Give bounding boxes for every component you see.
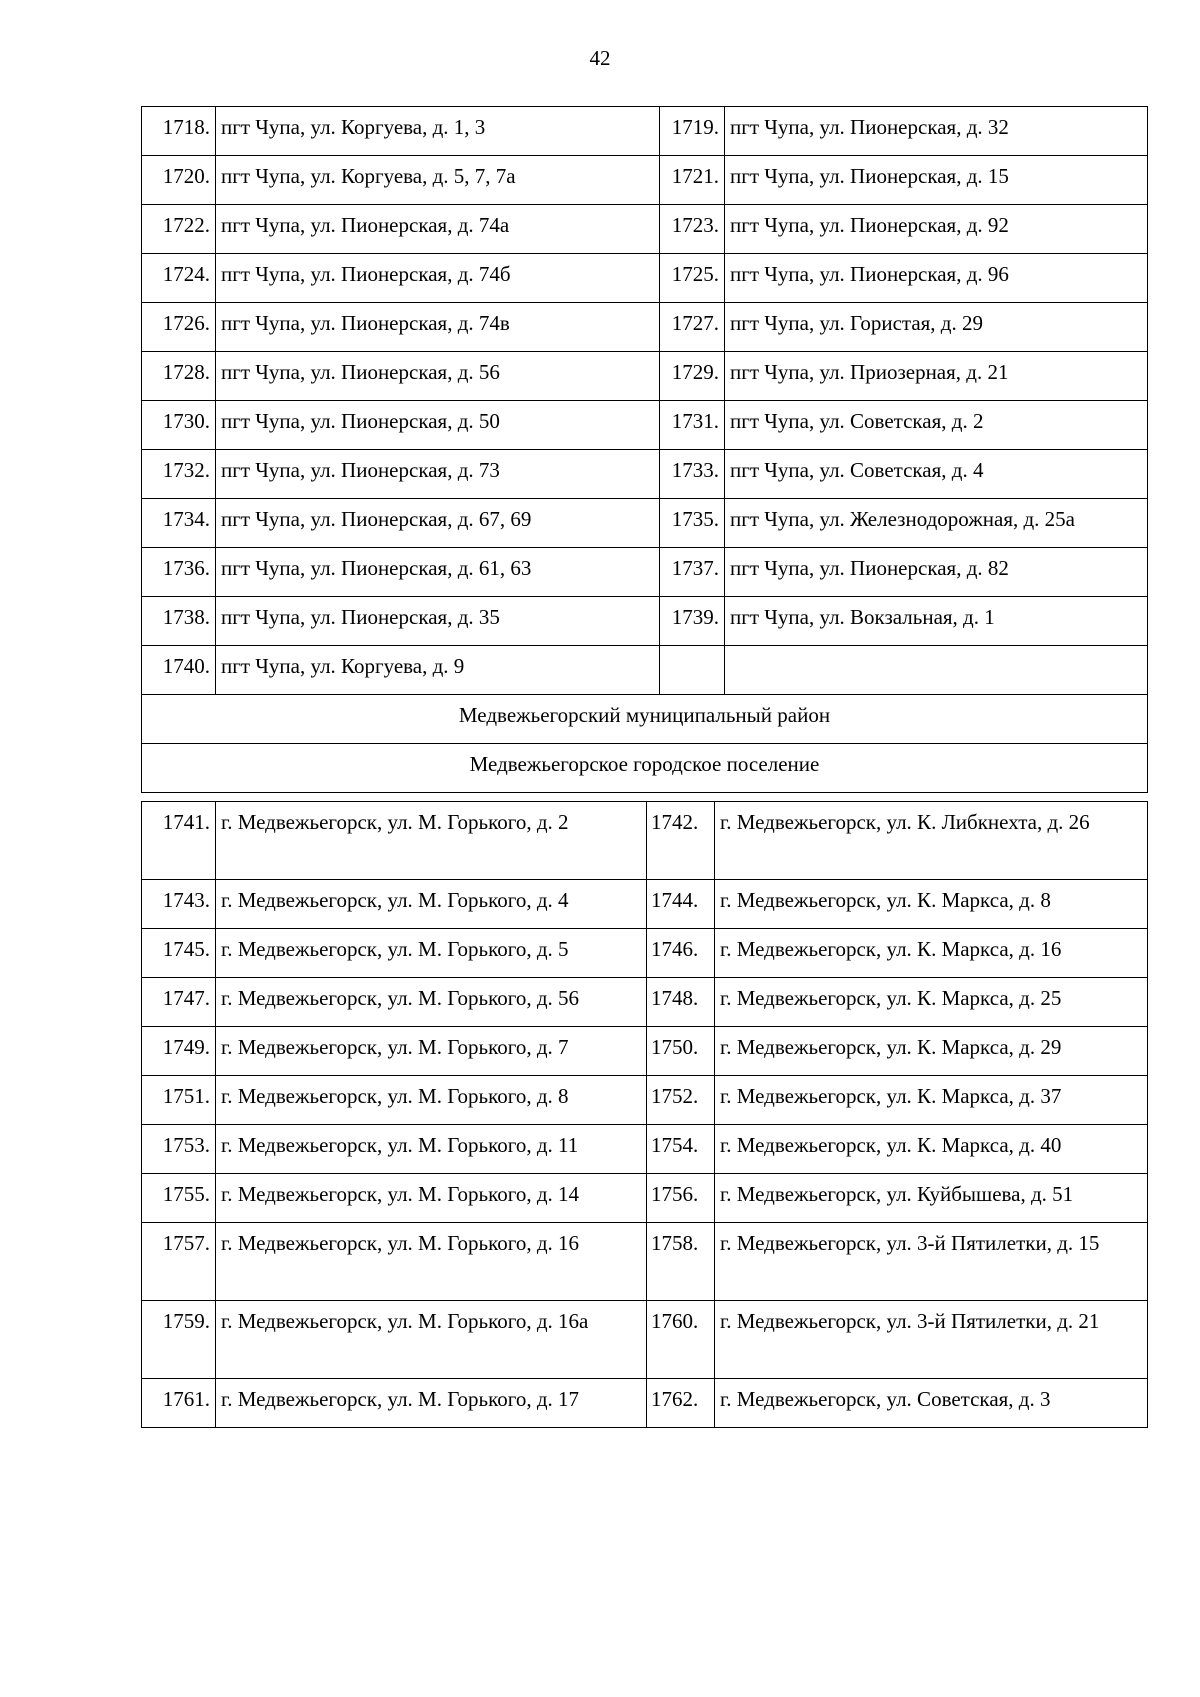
entry-number: 1731. (660, 401, 725, 450)
entry-number: 1727. (660, 303, 725, 352)
entry-number: 1732. (142, 450, 216, 499)
entry-number: 1737. (660, 548, 725, 597)
entry-address: г. Медвежьегорск, ул. К. Маркса, д. 16 (715, 929, 1148, 978)
entry-address: пгт Чупа, ул. Пионерская, д. 32 (725, 107, 1148, 156)
table-row (142, 205, 1148, 254)
table-row (142, 254, 1148, 303)
entry-number: 1757. (142, 1223, 216, 1301)
entry-number: 1756. (647, 1174, 715, 1223)
table-row (142, 1076, 1148, 1125)
entry-address: пгт Чупа, ул. Пионерская, д. 74б (216, 254, 660, 303)
entry-address: г. Медвежьегорск, ул. К. Маркса, д. 40 (715, 1125, 1148, 1174)
table-row (142, 1301, 1148, 1379)
entry-address: пгт Чупа, ул. Железнодорожная, д. 25а (725, 499, 1148, 548)
entry-number: 1721. (660, 156, 725, 205)
table-row (142, 352, 1148, 401)
entry-address: пгт Чупа, ул. Пионерская, д. 96 (725, 254, 1148, 303)
entry-address: г. Медвежьегорск, ул. М. Горького, д. 11 (216, 1125, 647, 1174)
entry-address: пгт Чупа, ул. Пионерская, д. 56 (216, 352, 660, 401)
entry-address: пгт Чупа, ул. Гористая, д. 29 (725, 303, 1148, 352)
entry-address: г. Медвежьегорск, ул. М. Горького, д. 16а (216, 1301, 647, 1379)
entry-address: пгт Чупа, ул. Пионерская, д. 67, 69 (216, 499, 660, 548)
entry-address: пгт Чупа, ул. Пионерская, д. 73 (216, 450, 660, 499)
entry-address: пгт Чупа, ул. Пионерская, д. 35 (216, 597, 660, 646)
entry-number: 1752. (647, 1076, 715, 1125)
table-row (142, 1223, 1148, 1301)
entry-number: 1739. (660, 597, 725, 646)
table-row (142, 156, 1148, 205)
entry-address: г. Медвежьегорск, ул. 3-й Пятилетки, д. 21 (715, 1301, 1148, 1379)
table-row (142, 1125, 1148, 1174)
district-heading-row (142, 695, 1148, 744)
entry-address: пгт Чупа, ул. Приозерная, д. 21 (725, 352, 1148, 401)
table-row (142, 107, 1148, 156)
addresses-table-lower (141, 801, 1148, 1428)
entry-number: 1738. (142, 597, 216, 646)
settlement-heading-row (142, 744, 1148, 793)
entry-number (660, 646, 725, 695)
entry-number: 1734. (142, 499, 216, 548)
entry-address: пгт Чупа, ул. Пионерская, д. 74а (216, 205, 660, 254)
entry-number: 1720. (142, 156, 216, 205)
entry-number: 1736. (142, 548, 216, 597)
entry-address: г. Медвежьегорск, ул. М. Горького, д. 8 (216, 1076, 647, 1125)
entry-address: г. Медвежьегорск, ул. К. Либкнехта, д. 26 (715, 802, 1148, 880)
entry-number: 1750. (647, 1027, 715, 1076)
entry-number: 1740. (142, 646, 216, 695)
entry-address: пгт Чупа, ул. Вокзальная, д. 1 (725, 597, 1148, 646)
entry-address: пгт Чупа, ул. Коргуева, д. 1, 3 (216, 107, 660, 156)
entry-address: г. Медвежьегорск, ул. М. Горького, д. 5 (216, 929, 647, 978)
entry-number: 1728. (142, 352, 216, 401)
entry-number: 1747. (142, 978, 216, 1027)
entry-address: г. Медвежьегорск, ул. Советская, д. 3 (715, 1379, 1148, 1428)
entry-number: 1744. (647, 880, 715, 929)
entry-number: 1746. (647, 929, 715, 978)
entry-number: 1742. (647, 802, 715, 880)
entry-number: 1754. (647, 1125, 715, 1174)
entry-number: 1725. (660, 254, 725, 303)
table-row (142, 401, 1148, 450)
entry-number: 1719. (660, 107, 725, 156)
table-row (142, 802, 1148, 880)
entry-address: пгт Чупа, ул. Коргуева, д. 9 (216, 646, 660, 695)
entry-number: 1729. (660, 352, 725, 401)
entry-address: пгт Чупа, ул. Пионерская, д. 92 (725, 205, 1148, 254)
entry-number: 1761. (142, 1379, 216, 1428)
entry-address: г. Медвежьегорск, ул. М. Горького, д. 56 (216, 978, 647, 1027)
table-row (142, 1379, 1148, 1428)
entry-address: г. Медвежьегорск, ул. 3-й Пятилетки, д. 15 (715, 1223, 1148, 1301)
entry-number: 1726. (142, 303, 216, 352)
entry-number: 1760. (647, 1301, 715, 1379)
table-row (142, 880, 1148, 929)
entry-address: пгт Чупа, ул. Коргуева, д. 5, 7, 7а (216, 156, 660, 205)
entry-address: пгт Чупа, ул. Советская, д. 2 (725, 401, 1148, 450)
table-row (142, 548, 1148, 597)
entry-number: 1748. (647, 978, 715, 1027)
entry-address: пгт Чупа, ул. Пионерская, д. 82 (725, 548, 1148, 597)
table-row (142, 499, 1148, 548)
entry-address: пгт Чупа, ул. Советская, д. 4 (725, 450, 1148, 499)
table-row (142, 303, 1148, 352)
entry-number: 1741. (142, 802, 216, 880)
entry-number: 1749. (142, 1027, 216, 1076)
entry-address: пгт Чупа, ул. Пионерская, д. 61, 63 (216, 548, 660, 597)
table-row (142, 646, 1148, 695)
entry-number: 1753. (142, 1125, 216, 1174)
entry-address: г. Медвежьегорск, ул. Куйбышева, д. 51 (715, 1174, 1148, 1223)
entry-address: г. Медвежьегорск, ул. К. Маркса, д. 25 (715, 978, 1148, 1027)
entry-number: 1723. (660, 205, 725, 254)
entry-address: пгт Чупа, ул. Пионерская, д. 74в (216, 303, 660, 352)
entry-number: 1730. (142, 401, 216, 450)
entry-number: 1722. (142, 205, 216, 254)
entry-number: 1735. (660, 499, 725, 548)
entry-number: 1724. (142, 254, 216, 303)
entry-address: г. Медвежьегорск, ул. М. Горького, д. 16 (216, 1223, 647, 1301)
table-row (142, 597, 1148, 646)
table-row (142, 450, 1148, 499)
entry-address: г. Медвежьегорск, ул. К. Маркса, д. 37 (715, 1076, 1148, 1125)
district-heading: Медвежьегорский муниципальный район (142, 695, 1148, 744)
entry-address: г. Медвежьегорск, ул. М. Горького, д. 14 (216, 1174, 647, 1223)
entry-number: 1718. (142, 107, 216, 156)
entry-address: пгт Чупа, ул. Пионерская, д. 15 (725, 156, 1148, 205)
table-row (142, 1174, 1148, 1223)
page-number: 42 (589, 46, 611, 70)
entry-address: г. Медвежьегорск, ул. М. Горького, д. 2 (216, 802, 647, 880)
entry-address: пгт Чупа, ул. Пионерская, д. 50 (216, 401, 660, 450)
entry-number: 1751. (142, 1076, 216, 1125)
entry-address: г. Медвежьегорск, ул. М. Горького, д. 17 (216, 1379, 647, 1428)
addresses-table-upper (141, 106, 1148, 793)
entry-number: 1745. (142, 929, 216, 978)
entry-address: г. Медвежьегорск, ул. К. Маркса, д. 8 (715, 880, 1148, 929)
table-row (142, 978, 1148, 1027)
entry-address: г. Медвежьегорск, ул. М. Горького, д. 7 (216, 1027, 647, 1076)
entry-address: г. Медвежьегорск, ул. М. Горького, д. 4 (216, 880, 647, 929)
table-row (142, 1027, 1148, 1076)
entry-number: 1733. (660, 450, 725, 499)
entry-address: г. Медвежьегорск, ул. К. Маркса, д. 29 (715, 1027, 1148, 1076)
entry-address (725, 646, 1148, 695)
entry-number: 1755. (142, 1174, 216, 1223)
entry-number: 1743. (142, 880, 216, 929)
entry-number: 1762. (647, 1379, 715, 1428)
entry-number: 1758. (647, 1223, 715, 1301)
settlement-heading: Медвежьегорское городское поселение (142, 744, 1148, 793)
table-row (142, 929, 1148, 978)
entry-number: 1759. (142, 1301, 216, 1379)
